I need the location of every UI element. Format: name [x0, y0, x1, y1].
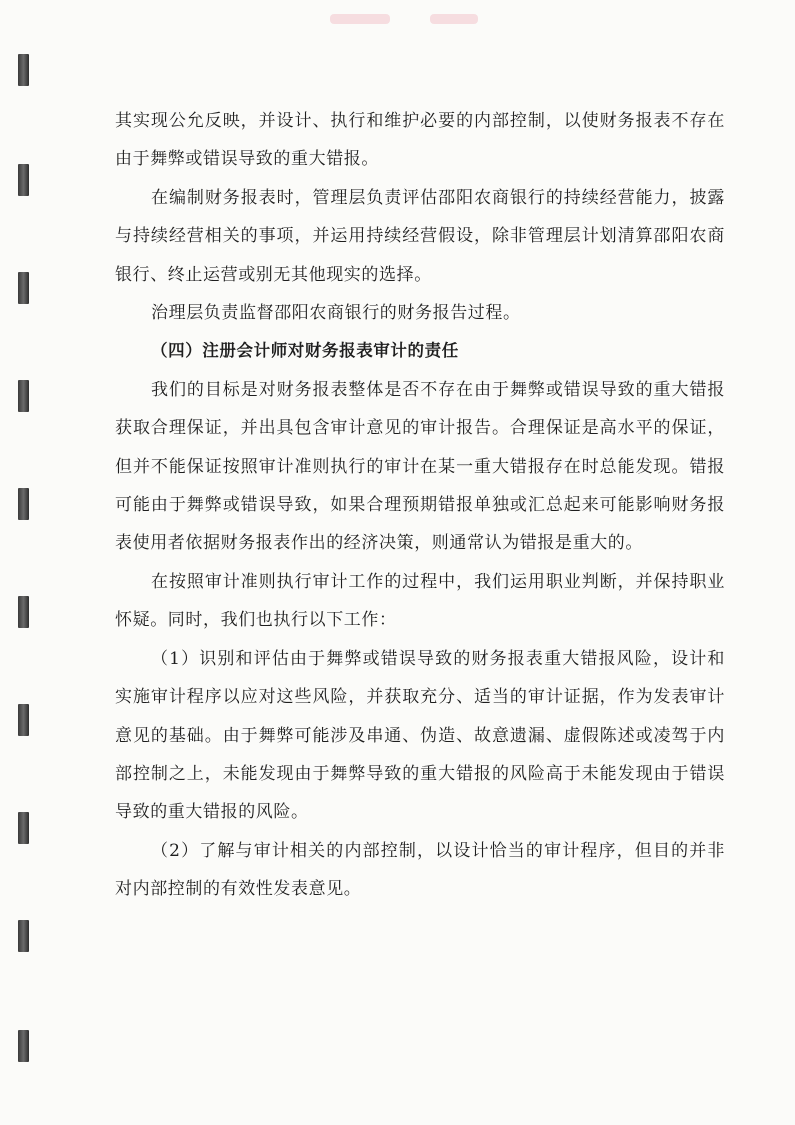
binding-hole-marks — [18, 0, 30, 1125]
paragraph: 其实现公允反映，并设计、执行和维护必要的内部控制，以使财务报表不存在由于舞弊或错误导致的重大错报。 — [115, 111, 725, 170]
binding-mark — [18, 596, 29, 628]
section-heading: （四）注册会计师对财务报表审计的责任 — [151, 341, 459, 361]
paragraph: （2）了解与审计相关的内部控制，以设计恰当的审计程序，但目的并非对内部控制的有效性发表意见。 — [115, 840, 725, 900]
document-body — [115, 102, 725, 909]
paragraph: 我们的目标是对财务报表整体是否不存在由于舞弊或错误导致的重大错报获取合理保证，并出具包含审计意见的审计报告。合理保证是高水平的保证，但并不能保证按照审计准则执行的审计在某一重大错报存在时总能发现。错报可能由于舞弊或错误导致，如果合理预期错报单独或汇总起来可能影响财务报表使用者依据财务报表作出的经济决策，则通常认为错报是重大的。 — [115, 379, 725, 554]
paragraph: 在按照审计准则执行审计工作的过程中，我们运用职业判断，并保持职业怀疑。同时，我们也执行以下工作： — [115, 571, 725, 631]
paragraph: （1）识别和评估由于舞弊或错误导致的财务报表重大错报风险，设计和实施审计程序以应对这些风险，并获取充分、适当的审计证据，作为发表审计意见的基础。由于舞弊可能涉及串通、伪造、故意遗漏、虚假陈述或凌驾于内部控制之上，未能发现由于舞弊导致的重大错报的风险高于未能发现由于错误导致的重大错报的风险。 — [115, 648, 725, 823]
binding-mark — [18, 488, 29, 520]
binding-mark — [18, 812, 29, 844]
binding-mark — [18, 1030, 29, 1062]
paragraph: 在编制财务报表时，管理层负责评估邵阳农商银行的持续经营能力，披露与持续经营相关的事项，并运用持续经营假设，除非管理层计划清算邵阳农商银行、终止运营或别无其他现实的选择。 — [115, 187, 725, 285]
binding-mark — [18, 164, 29, 196]
scan-mark-right — [430, 14, 478, 24]
binding-mark — [18, 920, 29, 952]
binding-mark — [18, 380, 29, 412]
scan-mark-left — [330, 14, 390, 24]
binding-mark — [18, 54, 29, 86]
paragraph: 治理层负责监督邵阳农商银行的财务报告过程。 — [151, 303, 521, 324]
binding-mark — [18, 272, 29, 304]
binding-mark — [18, 704, 29, 736]
